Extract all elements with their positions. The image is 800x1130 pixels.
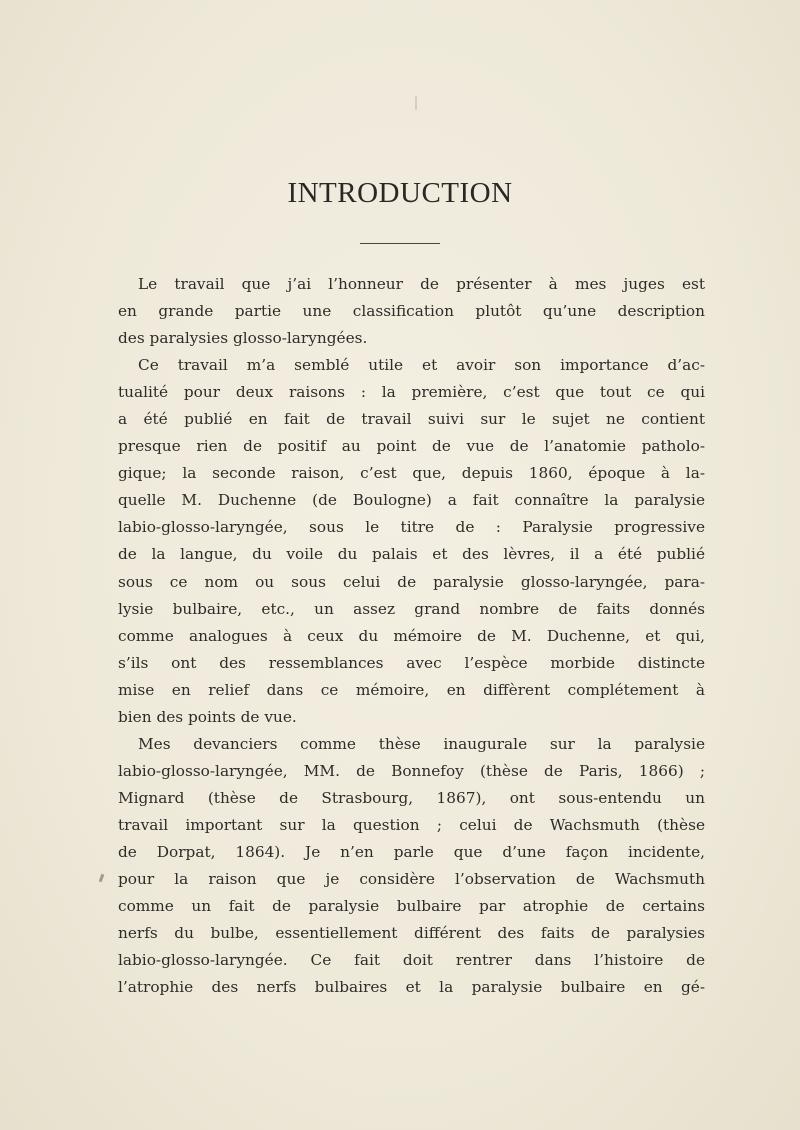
text-line: labio-glosso-laryngée, sous le titre de : Paralysie progressive [118,518,705,537]
margin-mark [99,874,105,883]
text-line: presque rien de positif au point de vue de l’anatomie patholo- [118,437,705,456]
text-line: comme analogues à ceux du mémoire de M. Duchenne, et qui, [118,626,705,645]
text-line: Mignard (thèse de Strasbourg, 1867), ont sous-entendu un [118,788,705,807]
text-line: Mes devanciers comme thèse inaugurale sur la paralysie [138,734,705,753]
text-line: nerfs du bulbe, essentiellement différent des faits de paralysies [118,924,705,943]
text-line: labio-glosso-laryngée, MM. de Bonnefoy (thèse de Paris, 1866) ; [118,761,705,780]
text-line: s’ils ont des ressemblances avec l’espèce morbide distincte [118,653,705,672]
text-line: sous ce nom ou sous celui de paralysie glosso-laryngée, para- [118,572,705,591]
text-line: quelle M. Duchenne (de Boulogne) a fait connaître la paralysie [118,491,705,510]
text-line: de Dorpat, 1864). Je n’en parle que d’une façon incidente, [118,842,705,861]
text-line: bien des points de vue. [118,707,297,726]
text-line: mise en relief dans ce mémoire, en diffèrent complétement à [118,680,705,699]
text-line: Le travail que j’ai l’honneur de présenter à mes juges est [138,275,705,293]
text-line: tualité pour deux raisons : la première, c’est que tout ce qui [118,383,705,402]
text-line: des paralysies glosso-laryngées. [118,329,368,348]
title-divider [360,243,440,244]
body-text [118,271,705,1001]
text-line: l’atrophie des nerfs bulbaires et la paralysie bulbaire en gé- [118,978,705,997]
text-line: gique; la seconde raison, c’est que, depuis 1860, époque à la- [118,464,705,483]
text-line: labio-glosso-laryngée. Ce fait doit rentrer dans l’histoire de [118,951,705,970]
page-title: INTRODUCTION [287,177,513,209]
text-line: comme un fait de paralysie bulbaire par atrophie de certains [118,897,705,916]
text-line: travail important sur la question ; celui de Wachsmuth (thèse [118,815,705,834]
text-line: lysie bulbaire, etc., un assez grand nombre de faits donnés [118,599,705,618]
text-line: pour la raison que je considère l’observation de Wachsmuth [118,870,705,889]
text-line: en grande partie une classification plutôt qu’une description [118,302,705,321]
text-line: Ce travail m’a semblé utile et avoir son importance d’ac- [138,356,705,375]
print-mark [415,96,417,110]
text-line: a été publié en fait de travail suivi sur le sujet ne contient [118,410,705,429]
text-line: de la langue, du voile du palais et des lèvres, il a été publié [118,545,705,564]
